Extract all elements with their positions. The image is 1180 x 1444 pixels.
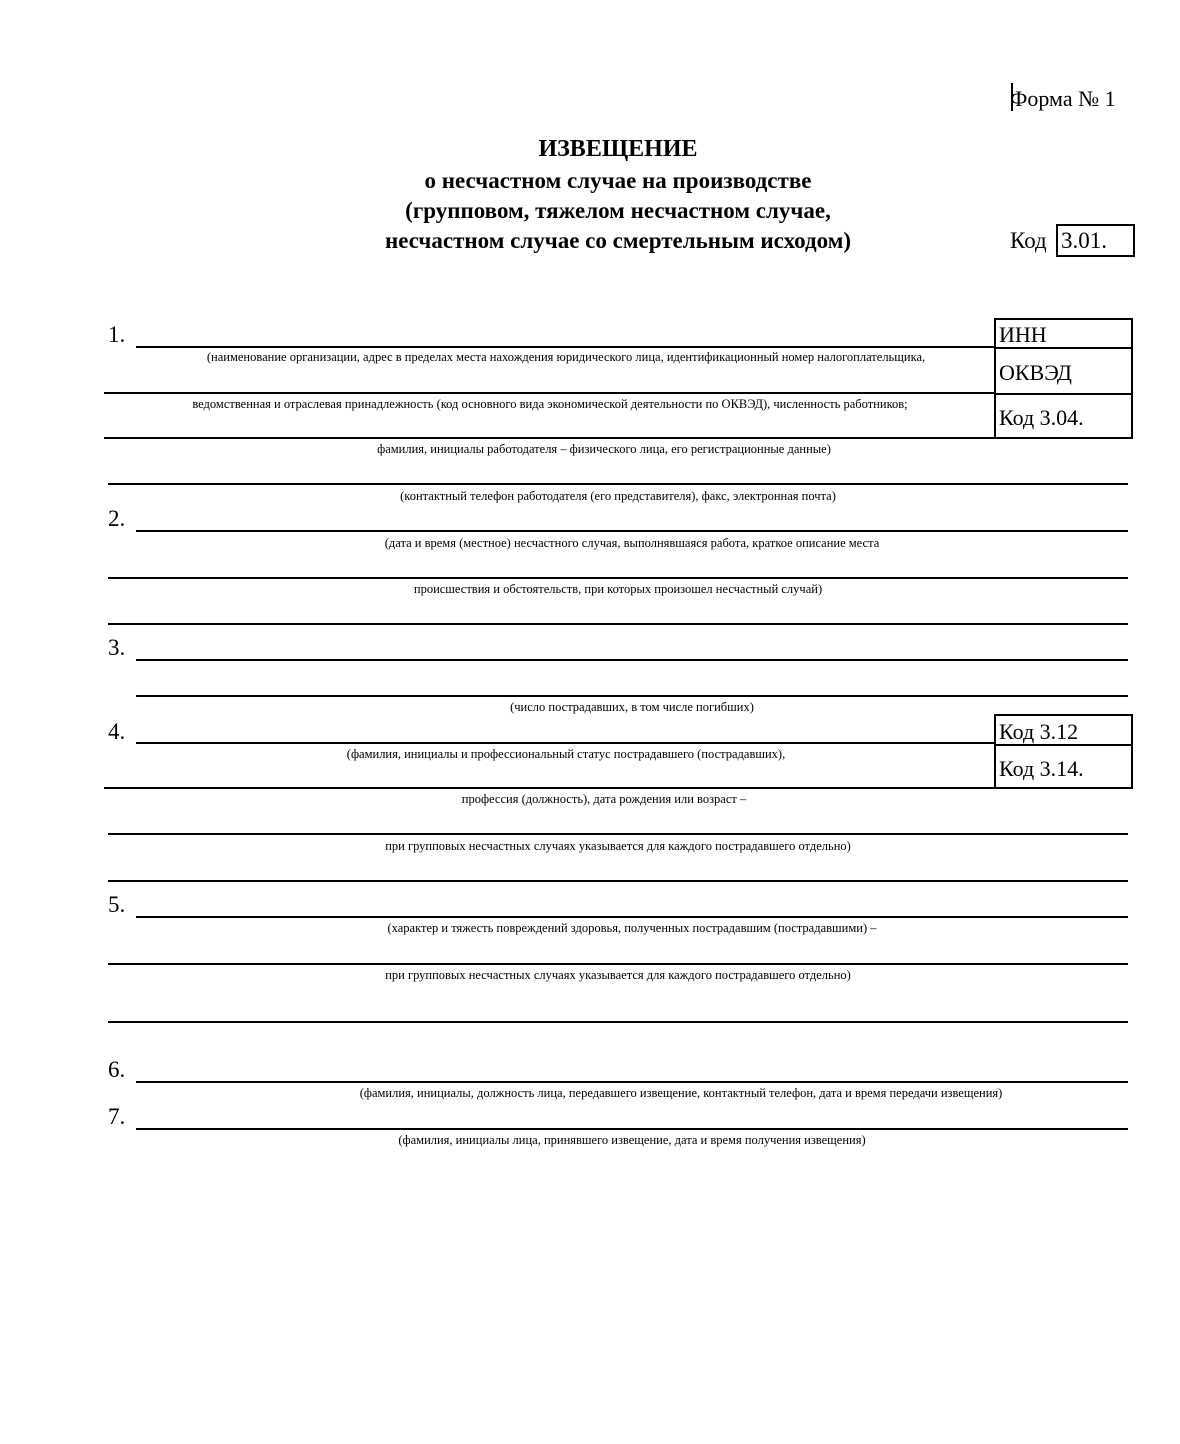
field-line-4a[interactable] xyxy=(136,742,996,744)
field-line-4c[interactable] xyxy=(108,833,1128,835)
doc-subtitle-3: несчастном случае со смертельным исходом) xyxy=(384,228,852,253)
box-divider xyxy=(996,393,1131,395)
caption-1a: (наименование организации, адрес в пределах места нахождения юридического лица, идентификационный номер налогоплательщика, xyxy=(206,350,926,364)
caption-3: (число пострадавших, в том числе погибших) xyxy=(510,700,754,714)
field-line-3b[interactable] xyxy=(136,695,1128,697)
doc-subtitle-1: о несчастном случае на производстве xyxy=(424,168,812,193)
doc-title: ИЗВЕЩЕНИЕ xyxy=(538,136,698,162)
field-line-3a[interactable] xyxy=(136,659,1128,661)
item-number-1: 1. xyxy=(108,322,126,347)
field-line-1a[interactable] xyxy=(136,346,996,348)
form-number: Форма № 1 xyxy=(1010,86,1116,111)
field-line-5c[interactable] xyxy=(108,1021,1128,1023)
field-line-4d[interactable] xyxy=(108,880,1128,882)
field-line-1c[interactable] xyxy=(104,437,996,439)
caption-1b: ведомственная и отраслевая принадлежность (код основного вида экономической деятельности по ОКВЭД), численность работников; xyxy=(192,397,908,411)
inn-label: ИНН xyxy=(999,322,1047,347)
code-box: 3.01. xyxy=(1056,224,1135,257)
box-divider xyxy=(996,347,1131,349)
item-number-6: 6. xyxy=(108,1057,126,1082)
field-line-2a[interactable] xyxy=(136,530,1128,532)
item-number-2: 2. xyxy=(108,506,126,531)
caption-6: (фамилия, инициалы, должность лица, передавшего извещение, контактный телефон, дата и время передачи извещения) xyxy=(359,1086,1003,1100)
caption-4c: при групповых несчастных случаях указывается для каждого пострадавшего отдельно) xyxy=(385,839,851,853)
field-line-1b[interactable] xyxy=(104,392,996,394)
field-line-2b[interactable] xyxy=(108,577,1128,579)
codes-box-4 xyxy=(994,714,1133,789)
caption-1c: фамилия, инициалы работодателя – физического лица, его регистрационные данные) xyxy=(377,442,831,456)
caption-4b: профессия (должность), дата рождения или возраст – xyxy=(461,792,747,806)
caption-4a: (фамилия, инициалы и профессиональный статус пострадавшего (пострадавших), xyxy=(346,747,786,761)
caption-2b: происшествия и обстоятельств, при которых произошел несчастный случай) xyxy=(413,582,823,596)
item-number-5: 5. xyxy=(108,892,126,917)
field-line-6[interactable] xyxy=(136,1081,1128,1083)
box-divider xyxy=(996,744,1131,746)
field-line-5a[interactable] xyxy=(136,916,1128,918)
field-line-5b[interactable] xyxy=(108,963,1128,965)
field-line-4b[interactable] xyxy=(104,787,996,789)
item-number-7: 7. xyxy=(108,1104,126,1129)
okved-label: ОКВЭД xyxy=(999,360,1072,385)
caption-5b: при групповых несчастных случаях указывается для каждого пострадавшего отдельно) xyxy=(385,968,851,982)
field-line-1d[interactable] xyxy=(108,483,1128,485)
caption-1d: (контактный телефон работодателя (его представителя), факс, электронная почта) xyxy=(400,489,836,503)
item-number-4: 4. xyxy=(108,719,126,744)
field-line-2c[interactable] xyxy=(108,623,1128,625)
code-label: Код xyxy=(1010,228,1047,253)
caption-7: (фамилия, инициалы лица, принявшего извещение, дата и время получения извещения) xyxy=(398,1133,866,1147)
code-312-label: Код 3.12 xyxy=(999,719,1079,744)
item-number-3: 3. xyxy=(108,635,126,660)
codes-box-1 xyxy=(994,318,1133,439)
code-314-label: Код 3.14. xyxy=(999,756,1084,781)
field-line-7[interactable] xyxy=(136,1128,1128,1130)
caption-5a: (характер и тяжесть повреждений здоровья, полученных пострадавшим (пострадавшими) – xyxy=(387,921,877,935)
doc-subtitle-2: (групповом, тяжелом несчастном случае, xyxy=(405,198,831,223)
caption-2a: (дата и время (местное) несчастного случая, выполнявшаяся работа, краткое описание места xyxy=(384,536,880,550)
code-304-label: Код 3.04. xyxy=(999,405,1084,430)
